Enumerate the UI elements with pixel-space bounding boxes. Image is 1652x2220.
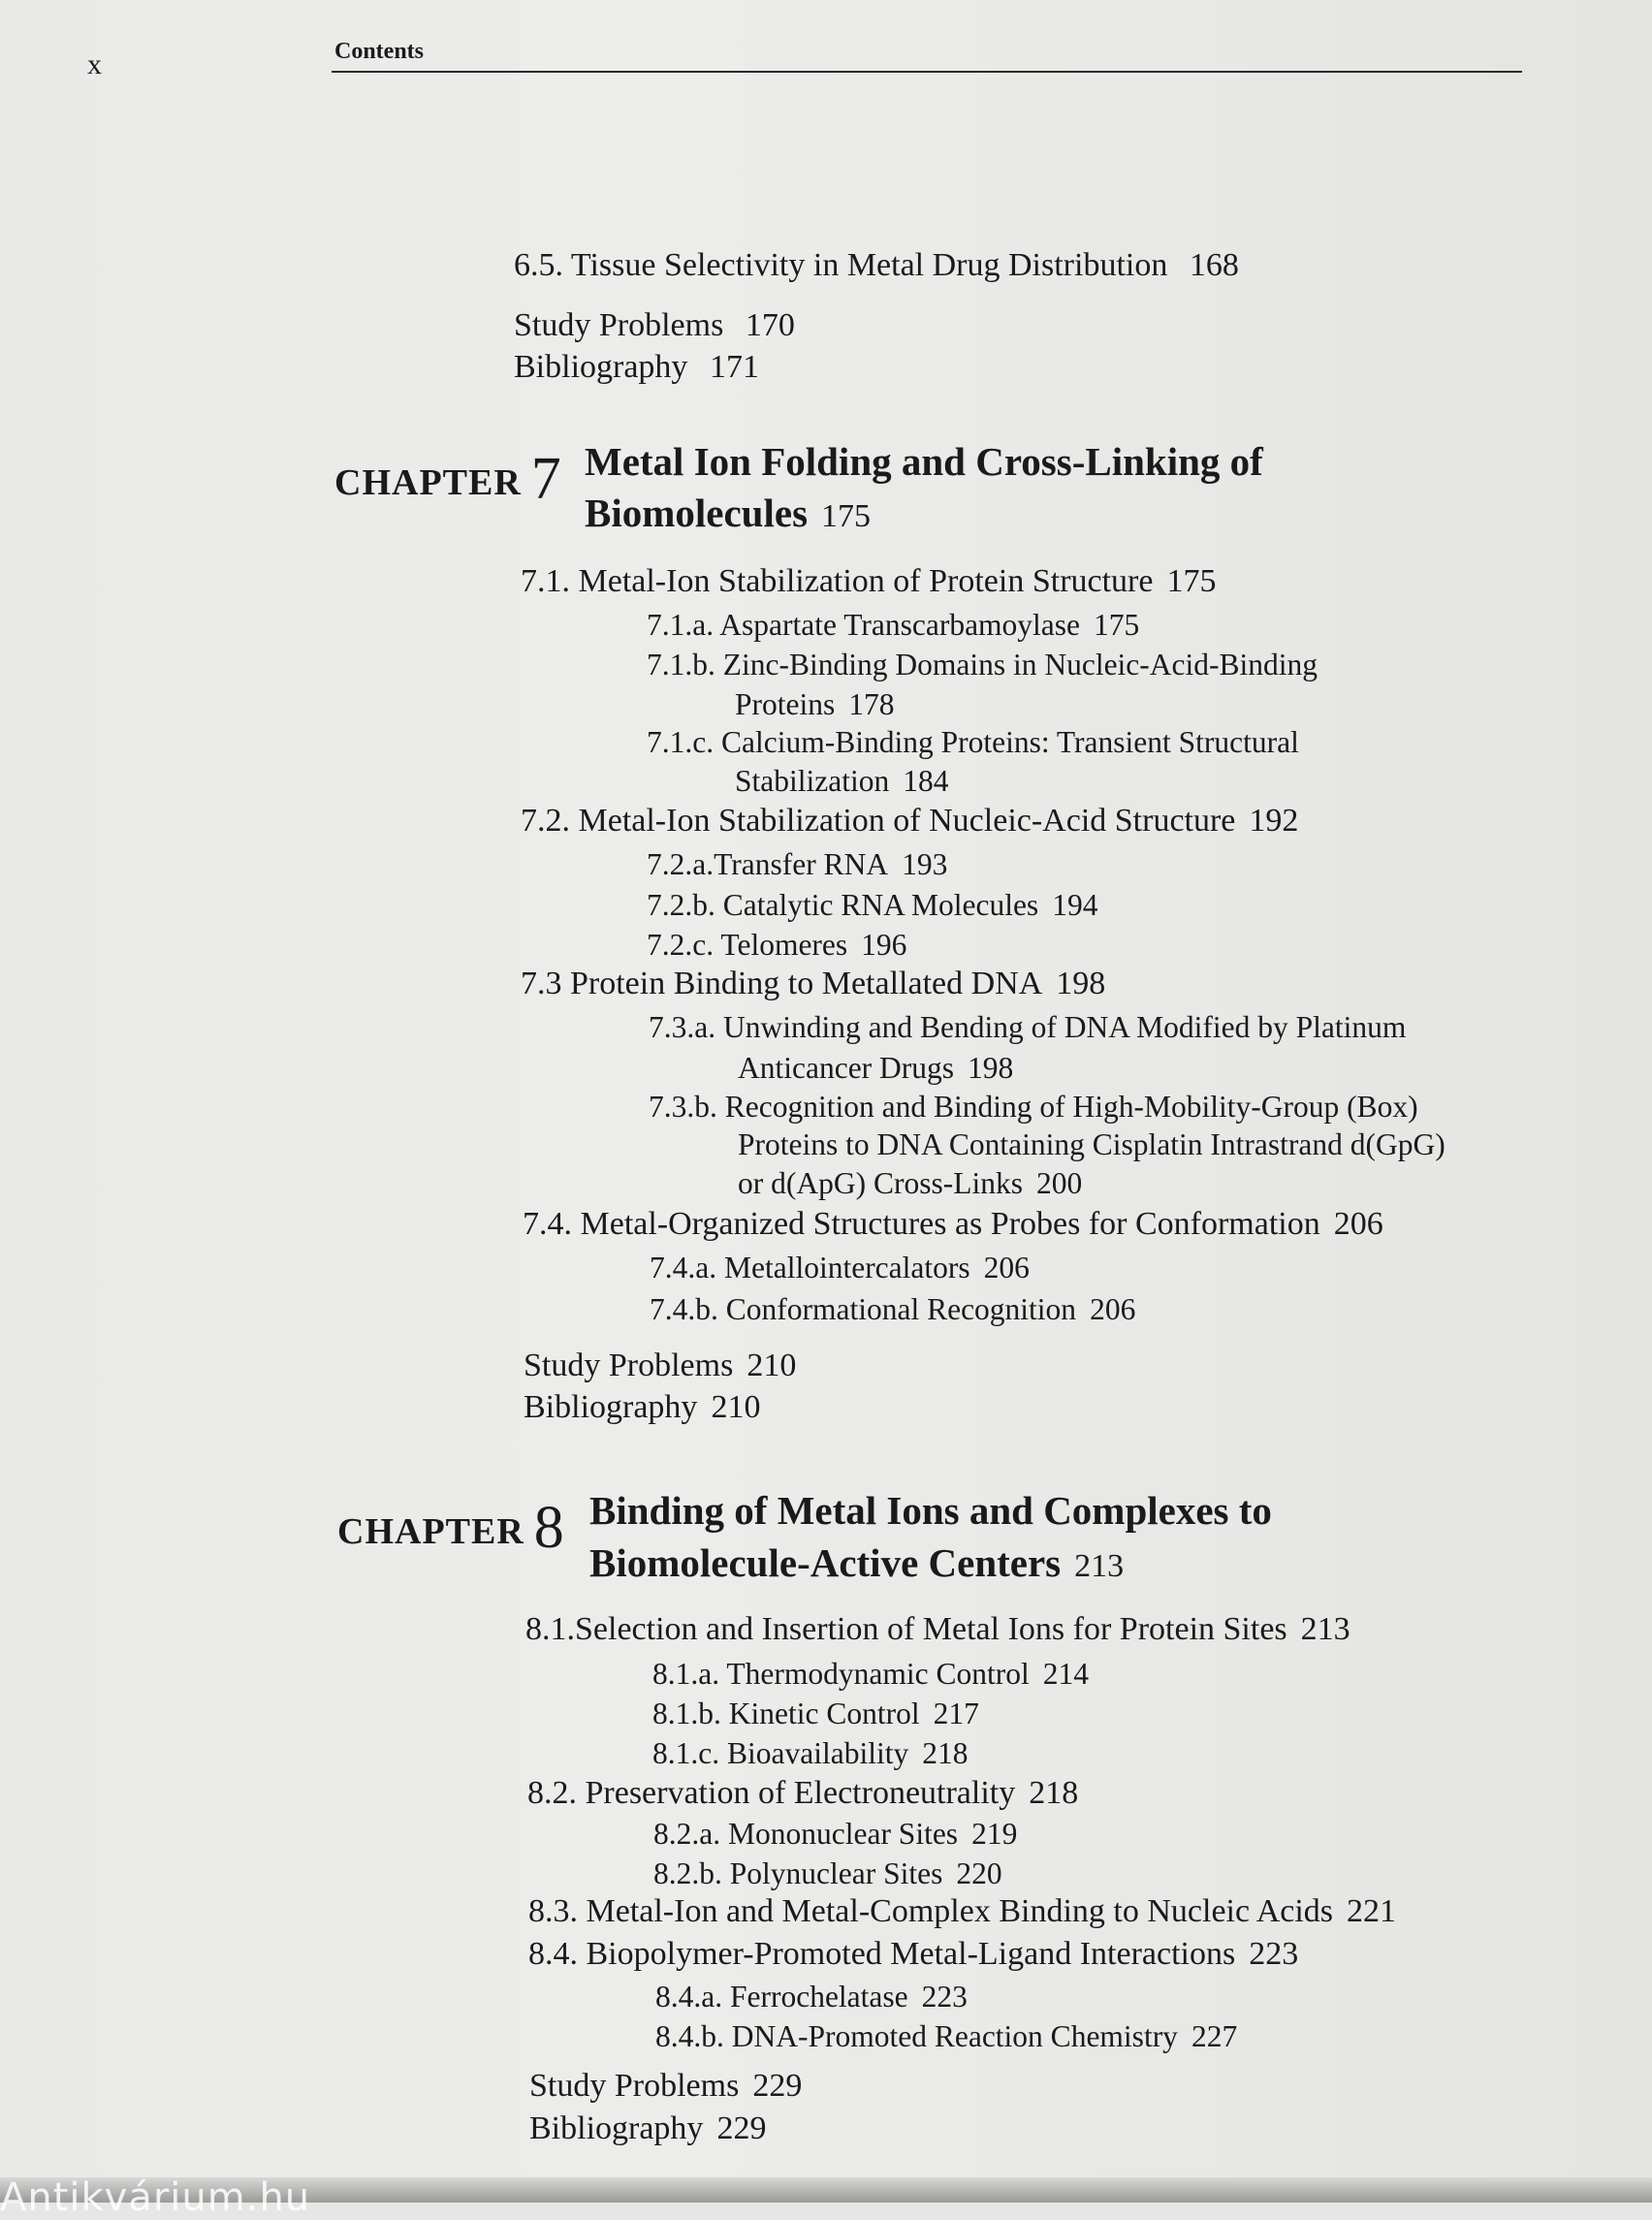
toc-entry-8-4-a: 8.4.a. Ferrochelatase 223 bbox=[655, 1980, 968, 2014]
bibliography-7: Bibliography 210 bbox=[524, 1389, 761, 1425]
chapter-8-title-line2: Biomolecule-Active Centers 213 bbox=[589, 1540, 1125, 1585]
toc-entry-7-3-a-cont: Anticancer Drugs 198 bbox=[738, 1051, 1014, 1085]
toc-entry-7-1-c: 7.1.c. Calcium-Binding Proteins: Transient Structural bbox=[647, 725, 1299, 759]
toc-entry-8-4: 8.4. Biopolymer-Promoted Metal-Ligand Interactions 223 bbox=[528, 1936, 1299, 1972]
toc-entry-8-3: 8.3. Metal-Ion and Metal-Complex Binding to Nucleic Acids 221 bbox=[528, 1893, 1397, 1929]
toc-entry-7-2-a: 7.2.a.Transfer RNA 193 bbox=[647, 847, 948, 881]
toc-entry-8-2-b: 8.2.b. Polynuclear Sites 220 bbox=[653, 1856, 1002, 1890]
toc-entry-6-5: 6.5. Tissue Selectivity in Metal Drug Distribution 168 bbox=[514, 247, 1239, 283]
toc-entry-8-1-a: 8.1.a. Thermodynamic Control 214 bbox=[652, 1657, 1089, 1691]
chapter-8-label: CHAPTER 8 bbox=[337, 1495, 565, 1561]
study-problems-8: Study Problems 229 bbox=[529, 2068, 803, 2104]
chapter-7-label: CHAPTER 7 bbox=[334, 446, 562, 512]
toc-entry-7-2-b: 7.2.b. Catalytic RNA Molecules 194 bbox=[647, 888, 1098, 922]
chapter-7-title-line1: Metal Ion Folding and Cross-Linking of bbox=[585, 439, 1263, 484]
toc-entry-7-3-a: 7.3.a. Unwinding and Bending of DNA Modified by Platinum bbox=[649, 1010, 1407, 1044]
chapter-7-title-line2: Biomolecules 175 bbox=[585, 491, 872, 535]
study-problems-6: Study Problems 170 bbox=[514, 307, 795, 343]
study-problems-7: Study Problems 210 bbox=[524, 1348, 797, 1383]
chapter-8-title-line1: Binding of Metal Ions and Complexes to bbox=[589, 1488, 1272, 1533]
toc-entry-7-4-a: 7.4.a. Metallointercalators 206 bbox=[650, 1251, 1030, 1284]
bibliography-6: Bibliography 171 bbox=[514, 349, 759, 385]
toc-entry-8-1-c: 8.1.c. Bioavailability 218 bbox=[652, 1736, 969, 1770]
toc-entry-8-2: 8.2. Preservation of Electroneutrality 218 bbox=[527, 1775, 1079, 1811]
toc-entry-7-2: 7.2. Metal-Ion Stabilization of Nucleic-Acid Structure 192 bbox=[521, 803, 1299, 839]
toc-entry-7-1-c-cont: Stabilization 184 bbox=[735, 764, 949, 798]
toc-entry-7-3: 7.3 Protein Binding to Metallated DNA 198 bbox=[521, 966, 1106, 1001]
toc-entry-7-1-b-cont: Proteins 178 bbox=[735, 687, 895, 721]
toc-entry-7-3-b: 7.3.b. Recognition and Binding of High-Mobility-Group (Box) bbox=[649, 1090, 1418, 1124]
toc-entry-7-4: 7.4. Metal-Organized Structures as Probes for Conformation 206 bbox=[523, 1206, 1383, 1242]
toc-entry-7-1-a: 7.1.a. Aspartate Transcarbamoylase 175 bbox=[647, 608, 1140, 642]
bibliography-8: Bibliography 229 bbox=[529, 2110, 767, 2146]
toc-entry-7-1: 7.1. Metal-Ion Stabilization of Protein Structure 175 bbox=[521, 563, 1217, 599]
header-rule bbox=[332, 71, 1522, 73]
running-head: Contents bbox=[334, 39, 425, 64]
toc-entry-7-3-b-cont2: or d(ApG) Cross-Links 200 bbox=[738, 1166, 1083, 1200]
page-number: x bbox=[87, 48, 102, 80]
toc-entry-7-3-b-cont: Proteins to DNA Containing Cisplatin Intrastrand d(GpG) bbox=[738, 1127, 1446, 1161]
toc-entry-8-2-a: 8.2.a. Mononuclear Sites 219 bbox=[653, 1817, 1018, 1851]
watermark: Antikvárium.hu bbox=[0, 2175, 311, 2220]
toc-entry-8-1: 8.1.Selection and Insertion of Metal Ions for Protein Sites 213 bbox=[525, 1611, 1350, 1647]
toc-entry-8-1-b: 8.1.b. Kinetic Control 217 bbox=[652, 1697, 979, 1730]
toc-entry-7-2-c: 7.2.c. Telomeres 196 bbox=[647, 928, 907, 962]
toc-entry-7-1-b: 7.1.b. Zinc-Binding Domains in Nucleic-Acid-Binding bbox=[647, 648, 1318, 682]
toc-entry-7-4-b: 7.4.b. Conformational Recognition 206 bbox=[650, 1292, 1136, 1326]
toc-entry-8-4-b: 8.4.b. DNA-Promoted Reaction Chemistry 227 bbox=[655, 2019, 1238, 2053]
